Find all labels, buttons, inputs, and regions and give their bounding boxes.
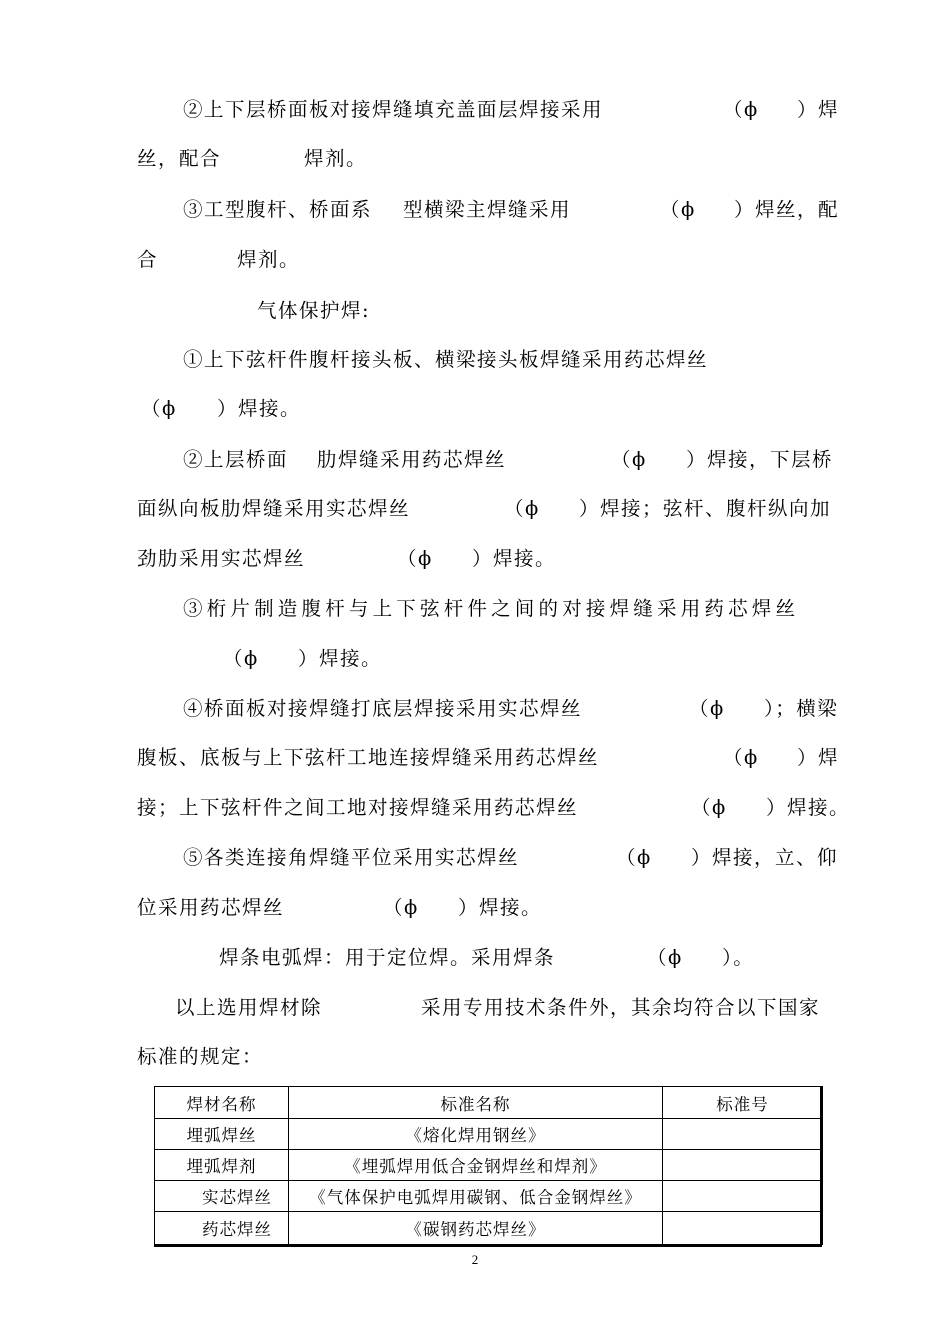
text-line: 焊剂。 xyxy=(237,248,301,271)
table-header-cell: 标准号 xyxy=(663,1087,823,1119)
text-line: ⑤各类连接角焊缝平位采用实芯焊丝 xyxy=(183,846,520,869)
text-line: 接；上下弦杆件之间工地对接焊缝采用药芯焊丝 xyxy=(137,796,579,819)
text-line: （ϕ xyxy=(141,397,177,420)
table-cell: 埋弧焊剂 xyxy=(155,1150,289,1181)
text-line: （ϕ xyxy=(660,198,696,221)
text-line: ③工型腹杆、桥面系 xyxy=(183,198,373,221)
table-row xyxy=(155,1181,823,1212)
text-line: 腹板、底板与上下弦杆工地连接焊缝采用药芯焊丝 xyxy=(137,746,600,769)
table-row xyxy=(155,1119,823,1150)
text-line: 气体保护焊: xyxy=(257,299,371,322)
text-line: ）。 xyxy=(722,946,755,969)
text-line: ）焊 xyxy=(797,746,840,769)
table-cell xyxy=(663,1181,823,1212)
text-line: （ϕ xyxy=(504,497,540,520)
welding-standards-table xyxy=(154,1086,823,1245)
table-cell xyxy=(663,1119,823,1150)
text-line: （ϕ xyxy=(611,448,647,471)
text-line: ）；横梁 xyxy=(764,697,839,720)
text-line: （ϕ xyxy=(223,647,259,670)
table-row xyxy=(155,1150,823,1181)
table-cell: 埋弧焊丝 xyxy=(155,1119,289,1150)
text-line: 劲肋采用实芯焊丝 xyxy=(137,547,306,570)
text-line: 焊条电弧焊：用于定位焊。采用焊条 xyxy=(219,946,556,969)
table-cell xyxy=(663,1150,823,1181)
text-line: 肋焊缝采用药芯焊丝 xyxy=(317,448,507,471)
text-line: ）焊接。 xyxy=(766,796,851,819)
text-line: ②上下层桥面板对接焊缝填充盖面层焊接采用 xyxy=(183,98,604,121)
table-header-cell: 标准名称 xyxy=(289,1087,663,1119)
text-line: 采用专用技术条件外，其余均符合以下国家 xyxy=(421,996,821,1019)
table-cell: 《埋弧焊用低合金钢焊丝和焊剂》 xyxy=(289,1150,663,1181)
text-line: ①上下弦杆件腹杆接头板、横梁接头板焊缝采用药芯焊丝 xyxy=(183,348,709,371)
text-line: ）焊接；弦杆、腹杆纵向加 xyxy=(579,497,832,520)
text-line: ④桥面板对接焊缝打底层焊接采用实芯焊丝 xyxy=(183,697,583,720)
text-line: 焊剂。 xyxy=(304,147,368,170)
text-line: ）焊接。 xyxy=(298,647,383,670)
text-line: 以上选用焊材除 xyxy=(175,996,323,1019)
text-line: 位采用药芯焊丝 xyxy=(137,896,285,919)
text-line: 面纵向板肋焊缝采用实芯焊丝 xyxy=(137,497,411,520)
table-header-row xyxy=(155,1087,823,1119)
table-header-cell: 焊材名称 xyxy=(155,1087,289,1119)
table-cell: 《气体保护电弧焊用碳钢、低合金钢焊丝》 xyxy=(289,1181,663,1212)
text-line: ）焊接，下层桥 xyxy=(686,448,834,471)
text-line: ）焊接，立、仰 xyxy=(691,846,839,869)
text-line: ）焊接。 xyxy=(458,896,543,919)
table-row xyxy=(155,1212,823,1245)
table-cell: 《碳钢药芯焊丝》 xyxy=(289,1212,663,1245)
table-cell: 《熔化焊用钢丝》 xyxy=(289,1119,663,1150)
table-cell: 药芯焊丝 xyxy=(155,1212,289,1245)
text-line: ）焊接。 xyxy=(217,397,302,420)
text-line: （ϕ xyxy=(397,547,433,570)
text-line: 型横梁主焊缝采用 xyxy=(403,198,572,221)
text-line: ③桁片制造腹杆与上下弦杆件之间的对接焊缝采用药芯焊丝 xyxy=(183,597,800,620)
text-line: ）焊接。 xyxy=(472,547,557,570)
text-line: 合 xyxy=(137,248,159,271)
table-cell xyxy=(663,1212,823,1245)
text-line: （ϕ xyxy=(383,896,419,919)
text-line: ）焊丝，配 xyxy=(734,198,840,221)
table-cell: 实芯焊丝 xyxy=(155,1181,289,1212)
text-line: （ϕ xyxy=(691,796,727,819)
text-line: 丝，配合 xyxy=(137,147,222,170)
text-line: （ϕ xyxy=(647,946,683,969)
text-line: ②上层桥面 xyxy=(183,448,289,471)
text-line: （ϕ xyxy=(723,746,759,769)
text-line: （ϕ xyxy=(689,697,725,720)
page-number: 2 xyxy=(471,1252,479,1267)
text-line: （ϕ xyxy=(616,846,652,869)
text-line: （ϕ xyxy=(723,98,759,121)
text-line: ）焊 xyxy=(797,98,840,121)
text-line: 标准的规定： xyxy=(137,1045,264,1068)
